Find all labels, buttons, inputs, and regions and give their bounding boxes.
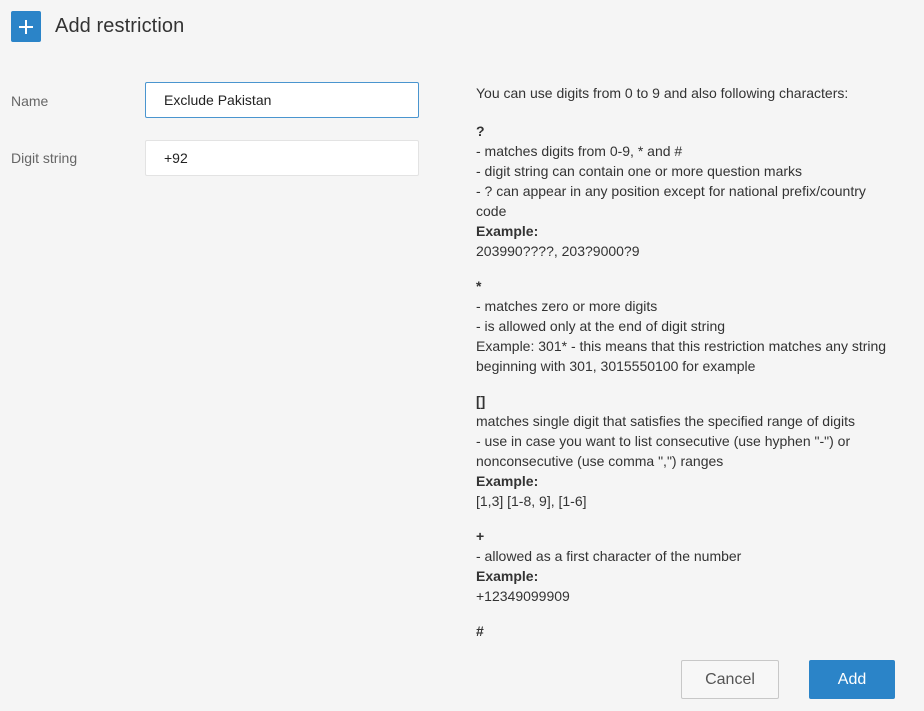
help-section-plus (476, 526, 896, 606)
help-line: - matches zero or more digits (476, 298, 658, 314)
help-section-brackets (476, 391, 896, 511)
help-line: - matches digits from 0-9, * and # (476, 143, 683, 159)
help-symbol: ? (476, 123, 485, 139)
help-section-question (476, 121, 896, 261)
help-symbol: * (476, 278, 482, 294)
help-line: matches single digit that satisfies the specified range of digits (476, 413, 855, 429)
help-example-label: Example: (476, 568, 539, 584)
plus-icon-glyph (18, 19, 34, 35)
help-example-label: Example: (476, 473, 539, 489)
help-line: - ? can appear in any position except for national prefix/country code (476, 183, 866, 219)
help-line: - allowed as a first character of the number (476, 548, 742, 564)
help-example: +12349099909 (476, 588, 570, 604)
help-line: Example: 301* - this means that this restriction matches any string beginning with 301, 3015550100 for example (476, 338, 887, 374)
help-example-label: Example: (476, 223, 539, 239)
help-example: 203990????, 203?9000?9 (476, 243, 640, 259)
help-section-hash (476, 621, 896, 641)
add-button[interactable]: Add (809, 660, 895, 699)
digit-string-label: Digit string (11, 150, 78, 166)
help-example: [1,3] [1-8, 9], [1-6] (476, 493, 587, 509)
dialog-header (11, 11, 184, 42)
name-input[interactable] (145, 82, 419, 118)
digit-string-input[interactable] (145, 140, 419, 176)
help-line: - is allowed only at the end of digit string (476, 318, 726, 334)
help-intro: You can use digits from 0 to 9 and also following characters: (476, 85, 849, 101)
page-title: Add restriction (55, 15, 185, 37)
plus-icon[interactable] (11, 11, 41, 42)
help-line: - digit string can contain one or more question marks (476, 163, 803, 179)
help-symbol: [] (476, 393, 486, 409)
cancel-button[interactable]: Cancel (681, 660, 779, 699)
help-panel (476, 83, 896, 641)
help-line: - use in case you want to list consecutive (use hyphen "-") or nonconsecutive (use comma ",") ranges (476, 433, 851, 469)
help-symbol: + (476, 528, 485, 544)
help-section-asterisk (476, 276, 896, 376)
name-label: Name (11, 93, 49, 109)
help-symbol: # (476, 623, 484, 639)
